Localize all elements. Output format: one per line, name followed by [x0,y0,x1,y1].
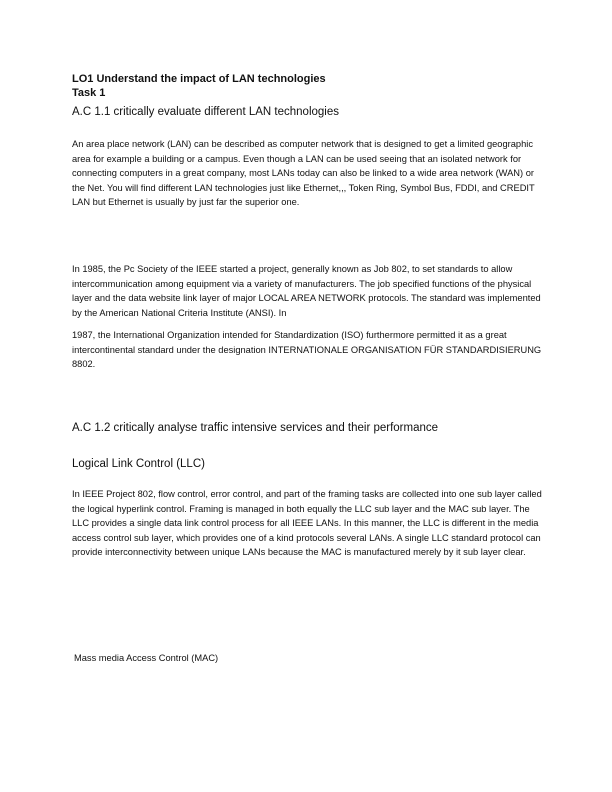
subheading-llc: Logical Link Control (LLC) [72,458,205,470]
paragraph-iso-1987: 1987, the International Organization intended for Standardization (ISO) furthermore permitted it as a great intercontinental standard under the designation INTERNATIONALE ORGANISATION FÜR STANDARDISIERUNG 8802. [72,330,542,369]
section-heading-ac11: A.C 1.1 critically evaluate different LAN technologies [72,106,339,118]
paragraph-llc: In IEEE Project 802, flow control, error control, and part of the framing tasks are collected into one sub layer called the logical hyperlink control. Framing is managed in both equally the LLC sub layer and the MAC sub layer. The LLC provides a single data link control process for all IEEE LANs. In this manner, the LLC is different in the media access control sub layer, which provides one of a kind protocols several LANs. A single LLC standard protocol can provide interconnectivity between unique LANs because the MAC is manufactured merely by it sub layer clear. [72,489,542,557]
paragraph-ieee-1985: In 1985, the Pc Society of the IEEE started a project, generally known as Job 802, to set standards to allow intercommunication among equipment via a variety of manufacturers. The job specified functions of the physical layer and the data website link layer of major LOCAL AREA NETWORK protocols. The standard was implemented by the American National Criteria Institute (ANSI). In [72,264,541,318]
document-title: LO1 Understand the impact of LAN technologies [72,73,326,85]
task-label: Task 1 [72,87,106,99]
paragraph-lan-definition: An area place network (LAN) can be described as computer network that is designed to get a limited geographic area for example a building or a campus. Even though a LAN can be used seeing that an isolated network for connecting computers in a great company, most LANs today can also be linked to a wide area network (WAN) or the Net. You will find different LAN technologies just like Ethernet,,, Token Ring, Symbol Bus, FDDI, and CREDIT LAN but Ethernet is usually by just far the superior one. [72,139,535,207]
subheading-mac: Mass media Access Control (MAC) [74,653,219,663]
section-heading-ac12: A.C 1.2 critically analyse traffic intensive services and their performance [72,422,439,434]
